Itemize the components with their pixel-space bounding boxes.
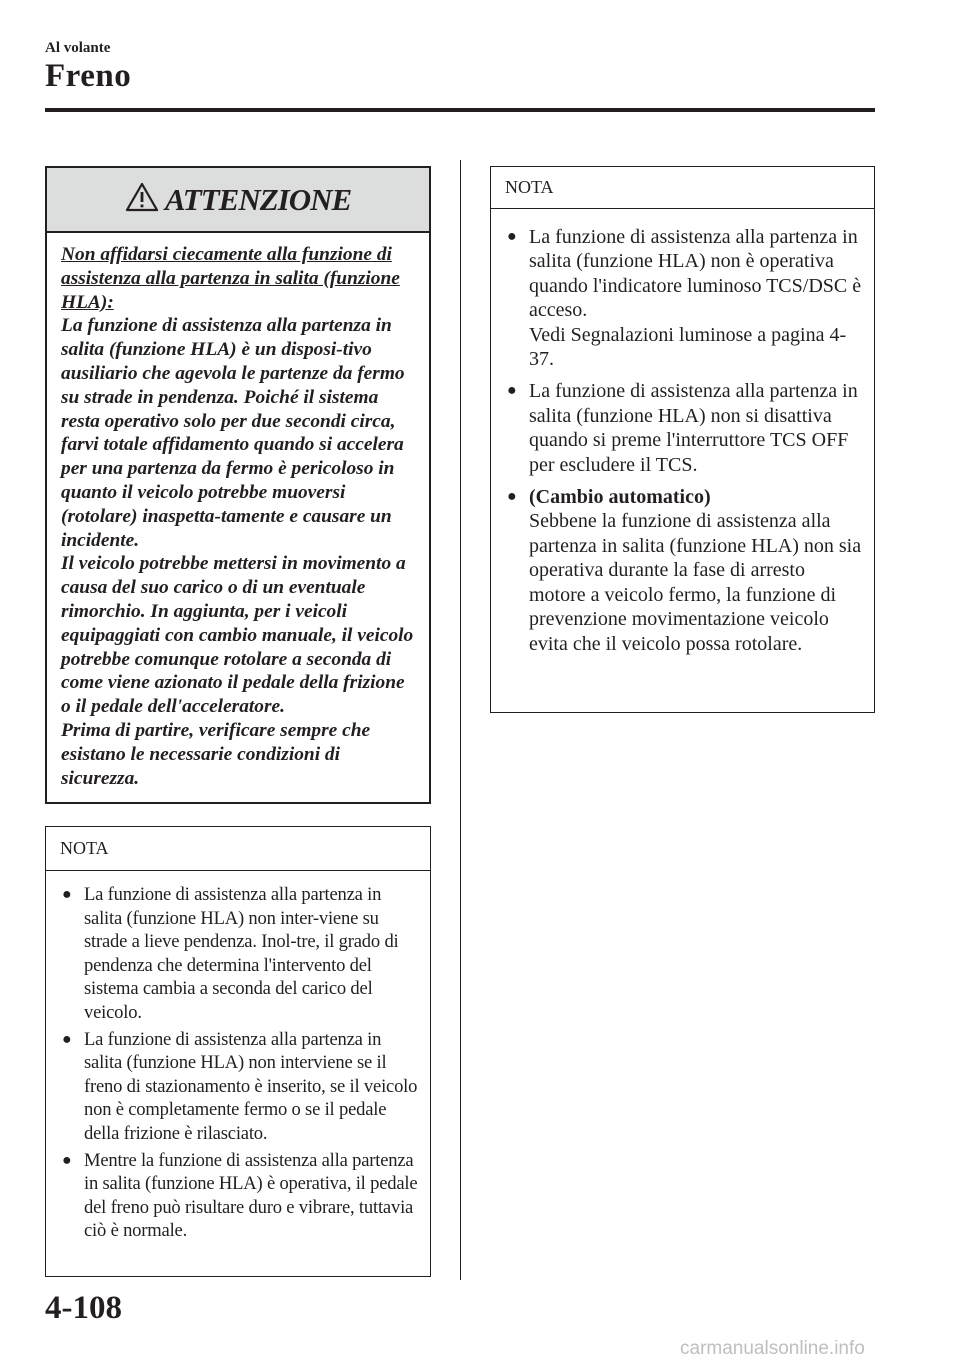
list-item: ● La funzione di assistenza alla partenza in salita (funzione HLA) non inter-viene su strade a lieve pendenza. Inol-tre, il grado di pendenza che determina l'intervento del sistema cambia a seconda del carico del veicolo. — [62, 884, 399, 1023]
warning-triangle-icon — [125, 182, 159, 217]
bullet-icon: ● — [62, 1030, 72, 1048]
list-item: ● La funzione di assistenza alla partenza in salita (funzione HLA) non interviene se il freno di stazionamento è inserito, se il veicolo non è completamente fermo o se il pedale della frizione è rilasciato. — [62, 1028, 418, 1144]
warning-heading: Non affidarsi ciecamente alla funzione di assistenza alla partenza in salita (funzione HLA): — [61, 244, 400, 313]
watermark: carmanualsonline.info — [680, 1338, 865, 1359]
nota-box-left — [45, 826, 431, 1277]
warning-box — [45, 166, 431, 804]
column-divider — [460, 160, 461, 1280]
warning-text-3: Prima di partire, verificare sempre che esistano le necessarie condizioni di sicurezza. — [61, 719, 371, 789]
nota-box-right — [490, 166, 875, 713]
bullet-icon: ● — [507, 228, 517, 245]
warning-text: La funzione di assistenza alla partenza in salita (funzione HLA) è un disposi-tivo ausiliario che agevola le partenze da fermo su strade in pendenza. Poiché il sistema resta operativo solo per due secondi circa, farvi totale affidamento quando si accelera per una partenza da fermo è pericoloso in quanto il veicolo potrebbe muoversi (rotolare) inaspetta-tamente e causare un incidente. — [61, 315, 405, 551]
title-divider — [45, 108, 875, 112]
nota-list — [491, 209, 874, 656]
nota-header: NOTA — [46, 827, 430, 871]
nota-list — [46, 871, 430, 1243]
bullet-icon: ● — [507, 488, 517, 506]
warning-header — [47, 168, 429, 233]
cross-reference: Vedi Segnalazioni luminose a pagina 4-37. — [529, 323, 847, 371]
bullet-icon: ● — [62, 886, 72, 903]
list-item: ● La funzione di assistenza alla partenza in salita (funzione HLA) non è operativa quando l'indicatore luminoso TCS/DSC è acceso. Vedi Segnalazioni luminose a pagina 4-37. — [507, 226, 862, 371]
nota-header: NOTA — [491, 167, 874, 209]
list-item: ● Mentre la funzione di assistenza alla partenza in salita (funzione HLA) è operativa, il pedale del freno può risultare duro e vibrare, tuttavia ciò è normale. — [62, 1149, 418, 1242]
section-label: Al volante — [45, 40, 111, 56]
warning-body — [47, 233, 429, 790]
bullet-icon: ● — [62, 1151, 72, 1169]
warning-title: ATTENZIONE — [164, 181, 352, 217]
page-number: 4-108 — [45, 1290, 122, 1326]
page-title: Freno — [45, 58, 132, 94]
bullet-icon: ● — [507, 382, 517, 400]
warning-text-2: Il veicolo potrebbe mettersi in movimento a causa del suo carico o di un eventuale rimorchio. In aggiunta, per i veicoli equipaggiati con cambio manuale, il veicolo potrebbe comunque rotolare a seconda di come viene azionato il pedale della frizione o il pedale dell'acceleratore. — [61, 553, 414, 718]
list-item: ● (Cambio automatico) Sebbene la funzione di assistenza alla partenza in salita (funzione HLA) non sia operativa durante la fase di arresto motore a veicolo fermo, la funzione di prevenzione movimentazione veicolo evita che il veicolo possa rotolare. — [507, 486, 862, 655]
item-label: (Cambio automatico) — [529, 486, 711, 509]
list-item: ● La funzione di assistenza alla partenza in salita (funzione HLA) non si disattiva quando si preme l'interruttore TCS OFF per escludere il TCS. — [507, 380, 858, 476]
